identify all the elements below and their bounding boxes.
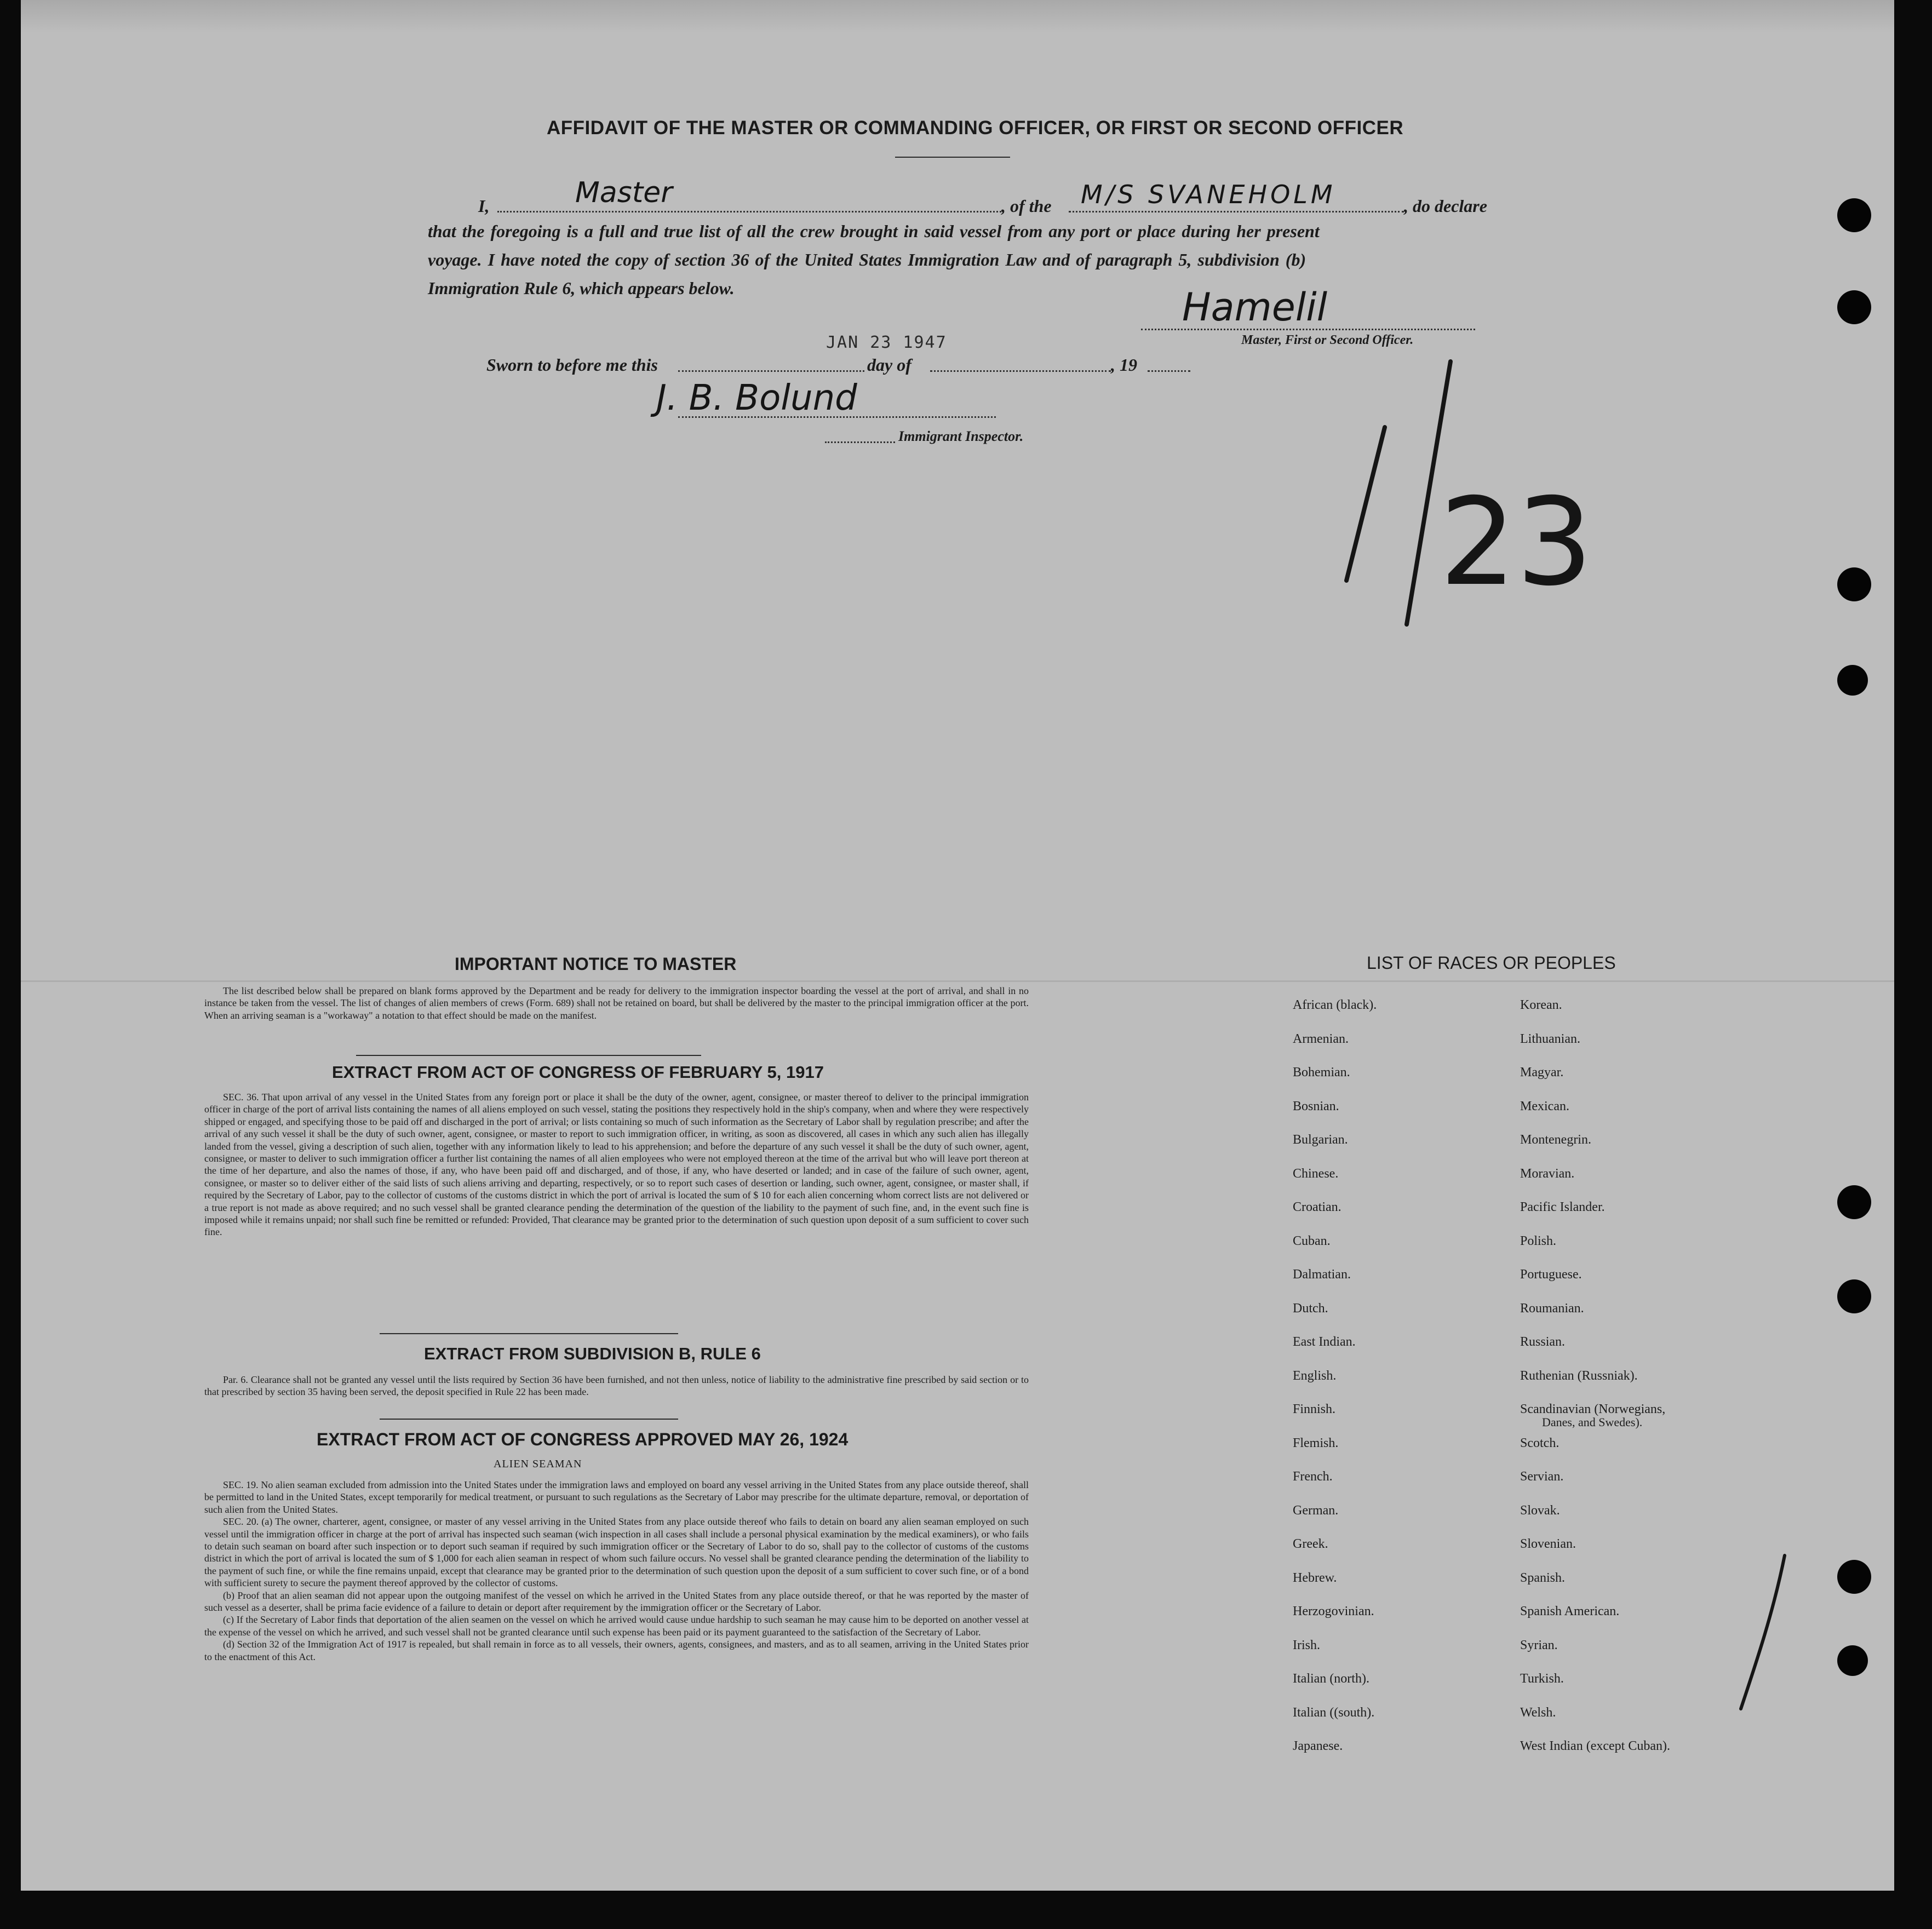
master-caption: Master, First or Second Officer. <box>1241 333 1414 347</box>
race-item: Ruthenian (Russniak). <box>1520 1368 1638 1383</box>
extract-1924-subtitle: ALIEN SEAMAN <box>494 1458 582 1470</box>
race-item: Welsh. <box>1520 1705 1556 1720</box>
race-item: Japanese. <box>1293 1739 1343 1753</box>
year-blank <box>1148 370 1190 372</box>
race-item: Mexican. <box>1520 1099 1569 1113</box>
punch-hole <box>1837 1645 1868 1676</box>
extract-1924-sec-20d: (d) Section 32 of the Immigration Act of 1917 is repealed, but shall remain in force as to all vessels, their owners, agents, consignees, and masters, and as to all seamen, arriving in the United States prior to the enactment of this Act. <box>204 1639 1029 1662</box>
race-item: Italian ((south). <box>1293 1705 1375 1720</box>
extract-1924-sec-20b: (b) Proof that an alien seaman did not appear upon the outgoing manifest of the vessel on which he arrived in the United States from any place outside thereof, or that he was reported by the master of such vessel as a deserter, shall be prima facie evidence of a failure to detain or deport after requirement by the immigration officer or the Secretary of Labor. <box>204 1589 1029 1614</box>
extract-1924-sec-19: SEC. 19. No alien seaman excluded from admission into the United States under the immigration laws and employed on board any vessel arriving in the United States from any place outside thereof, shall be permitted to land in the United States, except temporarily for medical treatment, or pursuant to such regulations as the Secretary of Labor may prescribe for the ultimate departure, removal, or deportation of such alien from the United States. <box>204 1479 1029 1515</box>
race-item: Korean. <box>1520 998 1562 1012</box>
race-item: Bohemian. <box>1293 1065 1350 1080</box>
race-item: Magyar. <box>1520 1065 1564 1080</box>
race-item: Scotch. <box>1520 1436 1560 1450</box>
punch-hole <box>1837 1185 1871 1219</box>
race-item: Croatian. <box>1293 1200 1341 1214</box>
race-item: Greek. <box>1293 1537 1328 1551</box>
race-item: Bosnian. <box>1293 1099 1339 1113</box>
race-item: Polish. <box>1520 1233 1557 1248</box>
divider-1 <box>356 1055 701 1056</box>
affidavit-line-2: that the foregoing is a full and true list of all the crew brought in said vessel from any port or place during her present <box>428 221 1320 241</box>
notice-body <box>204 985 1029 1021</box>
handwritten-name: Master <box>575 176 673 209</box>
extract-rule6-body <box>204 1374 1029 1398</box>
extract-1924-sec-20a: SEC. 20. (a) The owner, charterer, agent, consignee, or master of any vessel arriving in the United States from any place outside thereof who fails to detain on board any alien seaman employed on such vessel until the immigration officer in charge at the port of arrival has inspected such seaman (wich inspection in all cases shall include a personal physical examination by the medical examiners), or who fails to detain such seaman on board after such inspection or to deport such seaman if required by such immigration officer or the Secretary of Labor to do so, shall pay to the collector of customs of the customs district in which the port of arrival is located the sum of $ 1,000 for each alien seaman in respect of whom such failure occurs. No vessel shall be granted clearance pending the determination of the liability to the payment of such fine, or while the fine remains unpaid, except that clearance may be granted prior to the determination of such question upon the deposit of a sum sufficient to cover such fine, or of a bond with sufficient surety to secure the payment thereof approved by the collector of customs. <box>204 1516 1029 1589</box>
sheet-number: 23 <box>1440 472 1593 612</box>
race-item: Dutch. <box>1293 1301 1328 1316</box>
day-blank <box>678 370 864 372</box>
race-item: Dalmatian. <box>1293 1267 1351 1282</box>
handwritten-vessel: M/S SVANEHOLM <box>1081 180 1336 209</box>
race-item: Flemish. <box>1293 1436 1339 1450</box>
race-item: Slovenian. <box>1520 1537 1576 1551</box>
extract-1917-body <box>204 1091 1029 1238</box>
title-divider <box>895 157 1010 158</box>
month-blank <box>930 370 1111 372</box>
master-signature: Hamelil <box>1182 285 1328 330</box>
extract-rule6-paragraph: Par. 6. Clearance shall not be granted any vessel until the lists required by Section 36 have been furnished, and not then unless, notice of liability to the administrative fine prescribed by said section or to that prescribed by section 35 having been served, the deposit specified in Rule 22 has been made. <box>204 1374 1029 1398</box>
race-item: Herzogovinian. <box>1293 1604 1374 1618</box>
race-item: Irish. <box>1293 1638 1320 1652</box>
race-item: Scandinavian (Norwegians, <box>1520 1402 1666 1416</box>
punch-hole <box>1837 290 1871 324</box>
sworn-day-of: day of <box>867 355 911 375</box>
margin-stroke <box>1735 1550 1801 1714</box>
extract-rule6-title: EXTRACT FROM SUBDIVISION B, RULE 6 <box>424 1344 761 1363</box>
race-item: English. <box>1293 1368 1337 1383</box>
race-item: German. <box>1293 1503 1339 1518</box>
races-title: LIST OF RACES OR PEOPLES <box>1367 953 1616 973</box>
affidavit-line-3: voyage. I have noted the copy of section 36 of the United States Immigration Law and of paragraph 5, subdivision (b) <box>428 250 1306 269</box>
race-item: Syrian. <box>1520 1638 1558 1652</box>
affidavit-i: I, <box>478 196 490 216</box>
inspector-line-1 <box>678 416 996 418</box>
race-item: West Indian (except Cuban). <box>1520 1739 1670 1753</box>
sworn-prefix: Sworn to before me this <box>486 355 658 375</box>
race-item: Turkish. <box>1520 1672 1564 1686</box>
race-item: Bulgarian. <box>1293 1133 1348 1147</box>
race-item: French. <box>1293 1469 1333 1484</box>
inspector-line-2 <box>825 441 895 443</box>
punch-hole <box>1837 1279 1871 1313</box>
race-item: Pacific Islander. <box>1520 1200 1605 1214</box>
affidavit-line-4: Immigration Rule 6, which appears below. <box>428 278 735 298</box>
race-item: Roumanian. <box>1520 1301 1584 1316</box>
race-item: Lithuanian. <box>1520 1031 1580 1046</box>
race-item: Italian (north). <box>1293 1672 1369 1686</box>
race-item: East Indian. <box>1293 1335 1356 1349</box>
race-item: Armenian. <box>1293 1031 1349 1046</box>
race-item: Hebrew. <box>1293 1570 1337 1585</box>
race-item: Servian. <box>1520 1469 1564 1484</box>
race-item: Spanish American. <box>1520 1604 1620 1618</box>
race-item: Danes, and Swedes). <box>1542 1415 1643 1429</box>
document-sheet <box>21 0 1894 1891</box>
punch-hole <box>1837 198 1871 232</box>
name-blank <box>497 211 1001 213</box>
divider-3 <box>380 1419 678 1420</box>
extract-1924-title: EXTRACT FROM ACT OF CONGRESS APPROVED MAY 26, 1924 <box>317 1429 849 1449</box>
notice-paragraph: The list described below shall be prepared on blank forms approved by the Department and be ready for delivery to the immigration inspector boarding the vessel at the port of arrival, and shall in no instance be taken from the vessel. The list of changes of alien members of crews (Form. 689) shall not be retained on board, but shall be delivered by the master to the principal immigration officer at the port. When an arriving seaman is a "workaway" a notation to that effect should be made on the manifest. <box>204 985 1029 1021</box>
extract-1924-sec-20c: (c) If the Secretary of Labor finds that deportation of the alien seamen on the vessel on which he arrived would cause undue hardship to such seaman he may cause him to be deported on another vessel at the expense of the vessel on which he arrived, and such vessel shall not be granted clearance until such expense has been paid or its payment guaranteed to the satisfaction of the Secretary of Labor. <box>204 1614 1029 1638</box>
race-item: Chinese. <box>1293 1166 1339 1181</box>
punch-hole <box>1837 1560 1871 1594</box>
race-item: Cuban. <box>1293 1233 1331 1248</box>
race-item: Finnish. <box>1293 1402 1336 1416</box>
fold-line <box>21 980 1894 982</box>
notice-title: IMPORTANT NOTICE TO MASTER <box>455 954 737 974</box>
extract-1924-body <box>204 1479 1029 1663</box>
inspector-caption: Immigrant Inspector. <box>898 428 1024 444</box>
divider-2 <box>380 1333 678 1334</box>
affidavit-title: AFFIDAVIT OF THE MASTER OR COMMANDING OFFICER, OR FIRST OR SECOND OFFICER <box>547 117 1404 139</box>
race-item: Spanish. <box>1520 1570 1566 1585</box>
race-item: Russian. <box>1520 1335 1566 1349</box>
race-item: Slovak. <box>1520 1503 1560 1518</box>
sworn-year: , 19 <box>1111 355 1137 375</box>
date-stamp: JAN 23 1947 <box>826 333 947 352</box>
affidavit-declare: , do declare <box>1404 196 1487 216</box>
vessel-blank <box>1069 211 1404 213</box>
extract-1917-title: EXTRACT FROM ACT OF CONGRESS OF FEBRUARY 5, 1917 <box>332 1063 824 1082</box>
race-item: Portuguese. <box>1520 1267 1582 1282</box>
race-item: African (black). <box>1293 998 1377 1012</box>
inspector-signature: J. B. Bolund <box>656 378 857 418</box>
affidavit-of-the: , of the <box>1001 196 1052 216</box>
race-item: Montenegrin. <box>1520 1133 1591 1147</box>
extract-1917-paragraph: SEC. 36. That upon arrival of any vessel in the United States from any foreign port or place it shall be the duty of the owner, agent, consignee, or master thereof to deliver to the principal immigration officer in charge of the port of arrival lists containing the names of all aliens employed on such vessel, stating the positions they respectively hold in the ship's company, when and where they were respectively shipped or engaged, and specifying those to be paid off and discharged in the port of arrival; or lists containing so much of such information as the Secretary of Labor shall by regulation prescribe; and after the arrival of any such vessel it shall be the duty of such owner, agent, consignee, or master to report to such immigration officer, in writing, as soon as discovered, all cases in which any such alien has illegally landed from the vessel, giving a description of such alien, together with any information likely to lead to his apprehension; and before the departure of any such vessel it shall be the duty of such owner, agent, consignee, or master to deliver to such immigration officer a further list containing the names of all alien employees who were not employed thereon at the time of the arrival but who will leave port thereon at the time of her departure, and also the names of those, if any, who have been paid off and discharged, and of those, if any, who have deserted or landed; and in case of the failure of such owner, agent, consignee, or master so to deliver either of the said lists of such aliens arriving and departing, respectively, or so to report such cases of desertion or landing, such owner, agent, consignee, or master shall, if required by the Secretary of Labor, pay to the collector of customs of the customs district in which the port of arrival is located the sum of $ 10 for each alien concerning whom correct lists are not delivered or a true report is not made as above required; and no such vessel shall be granted clearance pending the determination of the question of the liability to the payment of such fine, and, in the event such fine is imposed while it remains unpaid; nor shall such fine be remitted or refunded: Provided, That clearance may be granted prior to the determination of such question upon deposit of a sum sufficient to cover such fine. <box>204 1092 1029 1238</box>
punch-hole <box>1837 665 1868 696</box>
race-item: Moravian. <box>1520 1166 1575 1181</box>
punch-hole <box>1837 567 1871 601</box>
